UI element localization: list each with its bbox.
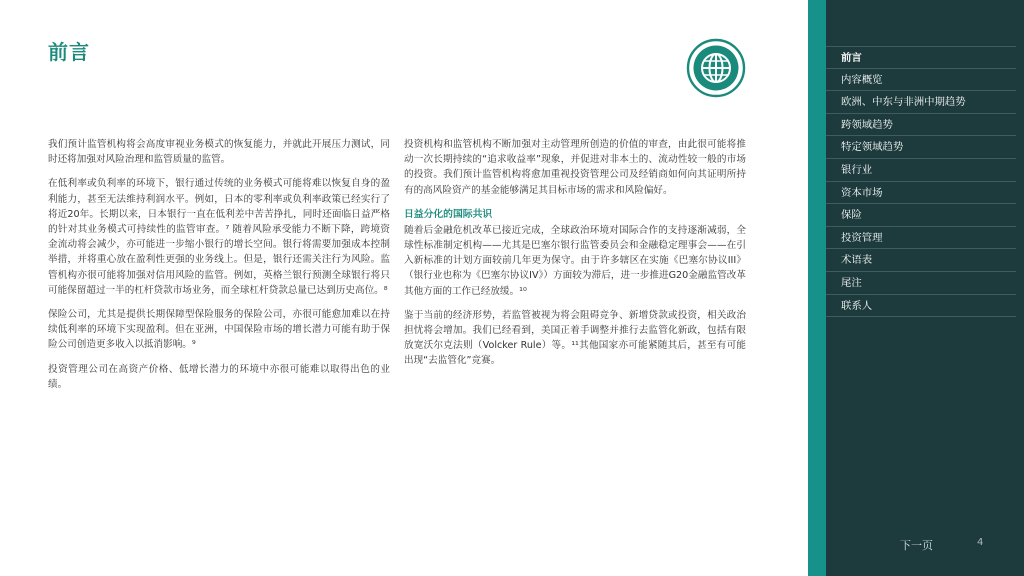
sidebar-item-glossary[interactable]: 术语表 [826, 249, 1016, 272]
sidebar-item-banking[interactable]: 银行业 [826, 159, 1016, 182]
paragraph: 在低利率或负利率的环境下，银行通过传统的业务模式可能将难以恢复自身的盈利能力，甚至无法维持利润水平。例如，日本的零利率或负利率政策已经实行了将近20年。长期以来，日本银行一直在低利差中苦苦挣扎，同时还面临日益严格的针对其业务模式可持续性的监管审查。⁷ 随着风险承受能力不断下降，跨境资金流动将会减少，亦可能进一步缩小银行的增长空间。银行将需要加强成本控制举措，并将重心放在盈利性更强的业务线上。但是，银行还需关注行为风险。监管机构亦很可能将加强对信用风险的监管。例如，英格兰银行预测全球银行将只可能保留超过一半的杠杆贷款市场业务，而全球杠杆贷款总量已达到历史高位。⁸ [48, 178, 390, 296]
page-number: 4 [977, 537, 984, 548]
sidebar-item-preface[interactable]: 前言 [826, 46, 1016, 69]
paragraph: 投资机构和监管机构不断加强对主动管理所创造的价值的审查，由此很可能将推动一次长期持续的“追求收益率”现象，并促进对非本土的、流动性较一般的市场的投资。我们预计监管机构将愈加重视投资管理公司及经销商如何向其证明所持有的高风险资产的基金能够满足其目标市场的需求和风险偏好。 [404, 139, 746, 196]
sidebar-item-investment-management[interactable]: 投资管理 [826, 227, 1016, 250]
right-column [404, 137, 746, 378]
paragraph: 随着后金融危机改革已接近完成，全球政治环境对国际合作的支持逐渐减弱，全球性标准制定机构——尤其是巴塞尔银行监管委员会和金融稳定理事会——在引入新标准的计划方面较前几年更为保守。由于许多辖区在实施《巴塞尔协议III》（银行业也称为《巴塞尔协议IV》）方面较为滞后，进一步推进G20金融监管改革其他方面的工作已经放缓。¹⁰ [404, 224, 746, 297]
page-title: 前言 [48, 40, 90, 64]
sidebar-item-endnotes[interactable]: 尾注 [826, 272, 1016, 295]
sidebar-item-emea-trends[interactable]: 欧洲、中东与非洲中期趋势 [826, 91, 1016, 114]
left-column [48, 137, 390, 401]
sidebar-item-contacts[interactable]: 联系人 [826, 295, 1016, 318]
paragraph: 我们预计监管机构将会高度审视业务模式的恢复能力，并就此开展压力测试，同时还将加强对风险治理和监管质量的监管。 [48, 139, 390, 166]
section-heading: 日益分化的国际共识 [404, 208, 493, 220]
sidebar-item-insurance[interactable]: 保险 [826, 204, 1016, 227]
sidebar-item-sector-trends[interactable]: 特定领域趋势 [826, 136, 1016, 159]
globe-icon [686, 38, 746, 98]
sidebar-item-cross-sector-trends[interactable]: 跨领域趋势 [826, 114, 1016, 137]
paragraph: 保险公司，尤其是提供长期保障型保险服务的保险公司，亦很可能愈加难以在持续低利率的环境下实现盈利。但在亚洲，中国保险市场的增长潜力可能有助于保险公司创造更多收入以抵消影响。⁹ [48, 309, 390, 351]
next-page-link[interactable]: 下一页 [900, 539, 933, 552]
sidebar-stripe [808, 0, 826, 576]
sidebar-nav [826, 46, 1016, 317]
sidebar-item-overview[interactable]: 内容概览 [826, 69, 1016, 92]
sidebar-item-capital-markets[interactable]: 资本市场 [826, 182, 1016, 205]
paragraph: 鉴于当前的经济形势，若监管被视为将会阻碍竞争、新增贷款或投资，相关政治担忧将会增加。我们已经看到，美国正着手调整并推行去监管化新政，包括有限放宽沃尔克法则（Volcker Rule）等。¹¹其他国家亦可能紧随其后，甚至有可能出现“去监管化”竞赛。 [404, 309, 746, 367]
paragraph: 投资管理公司在高资产价格、低增长潜力的环境中亦很可能难以取得出色的业绩。 [48, 363, 390, 390]
